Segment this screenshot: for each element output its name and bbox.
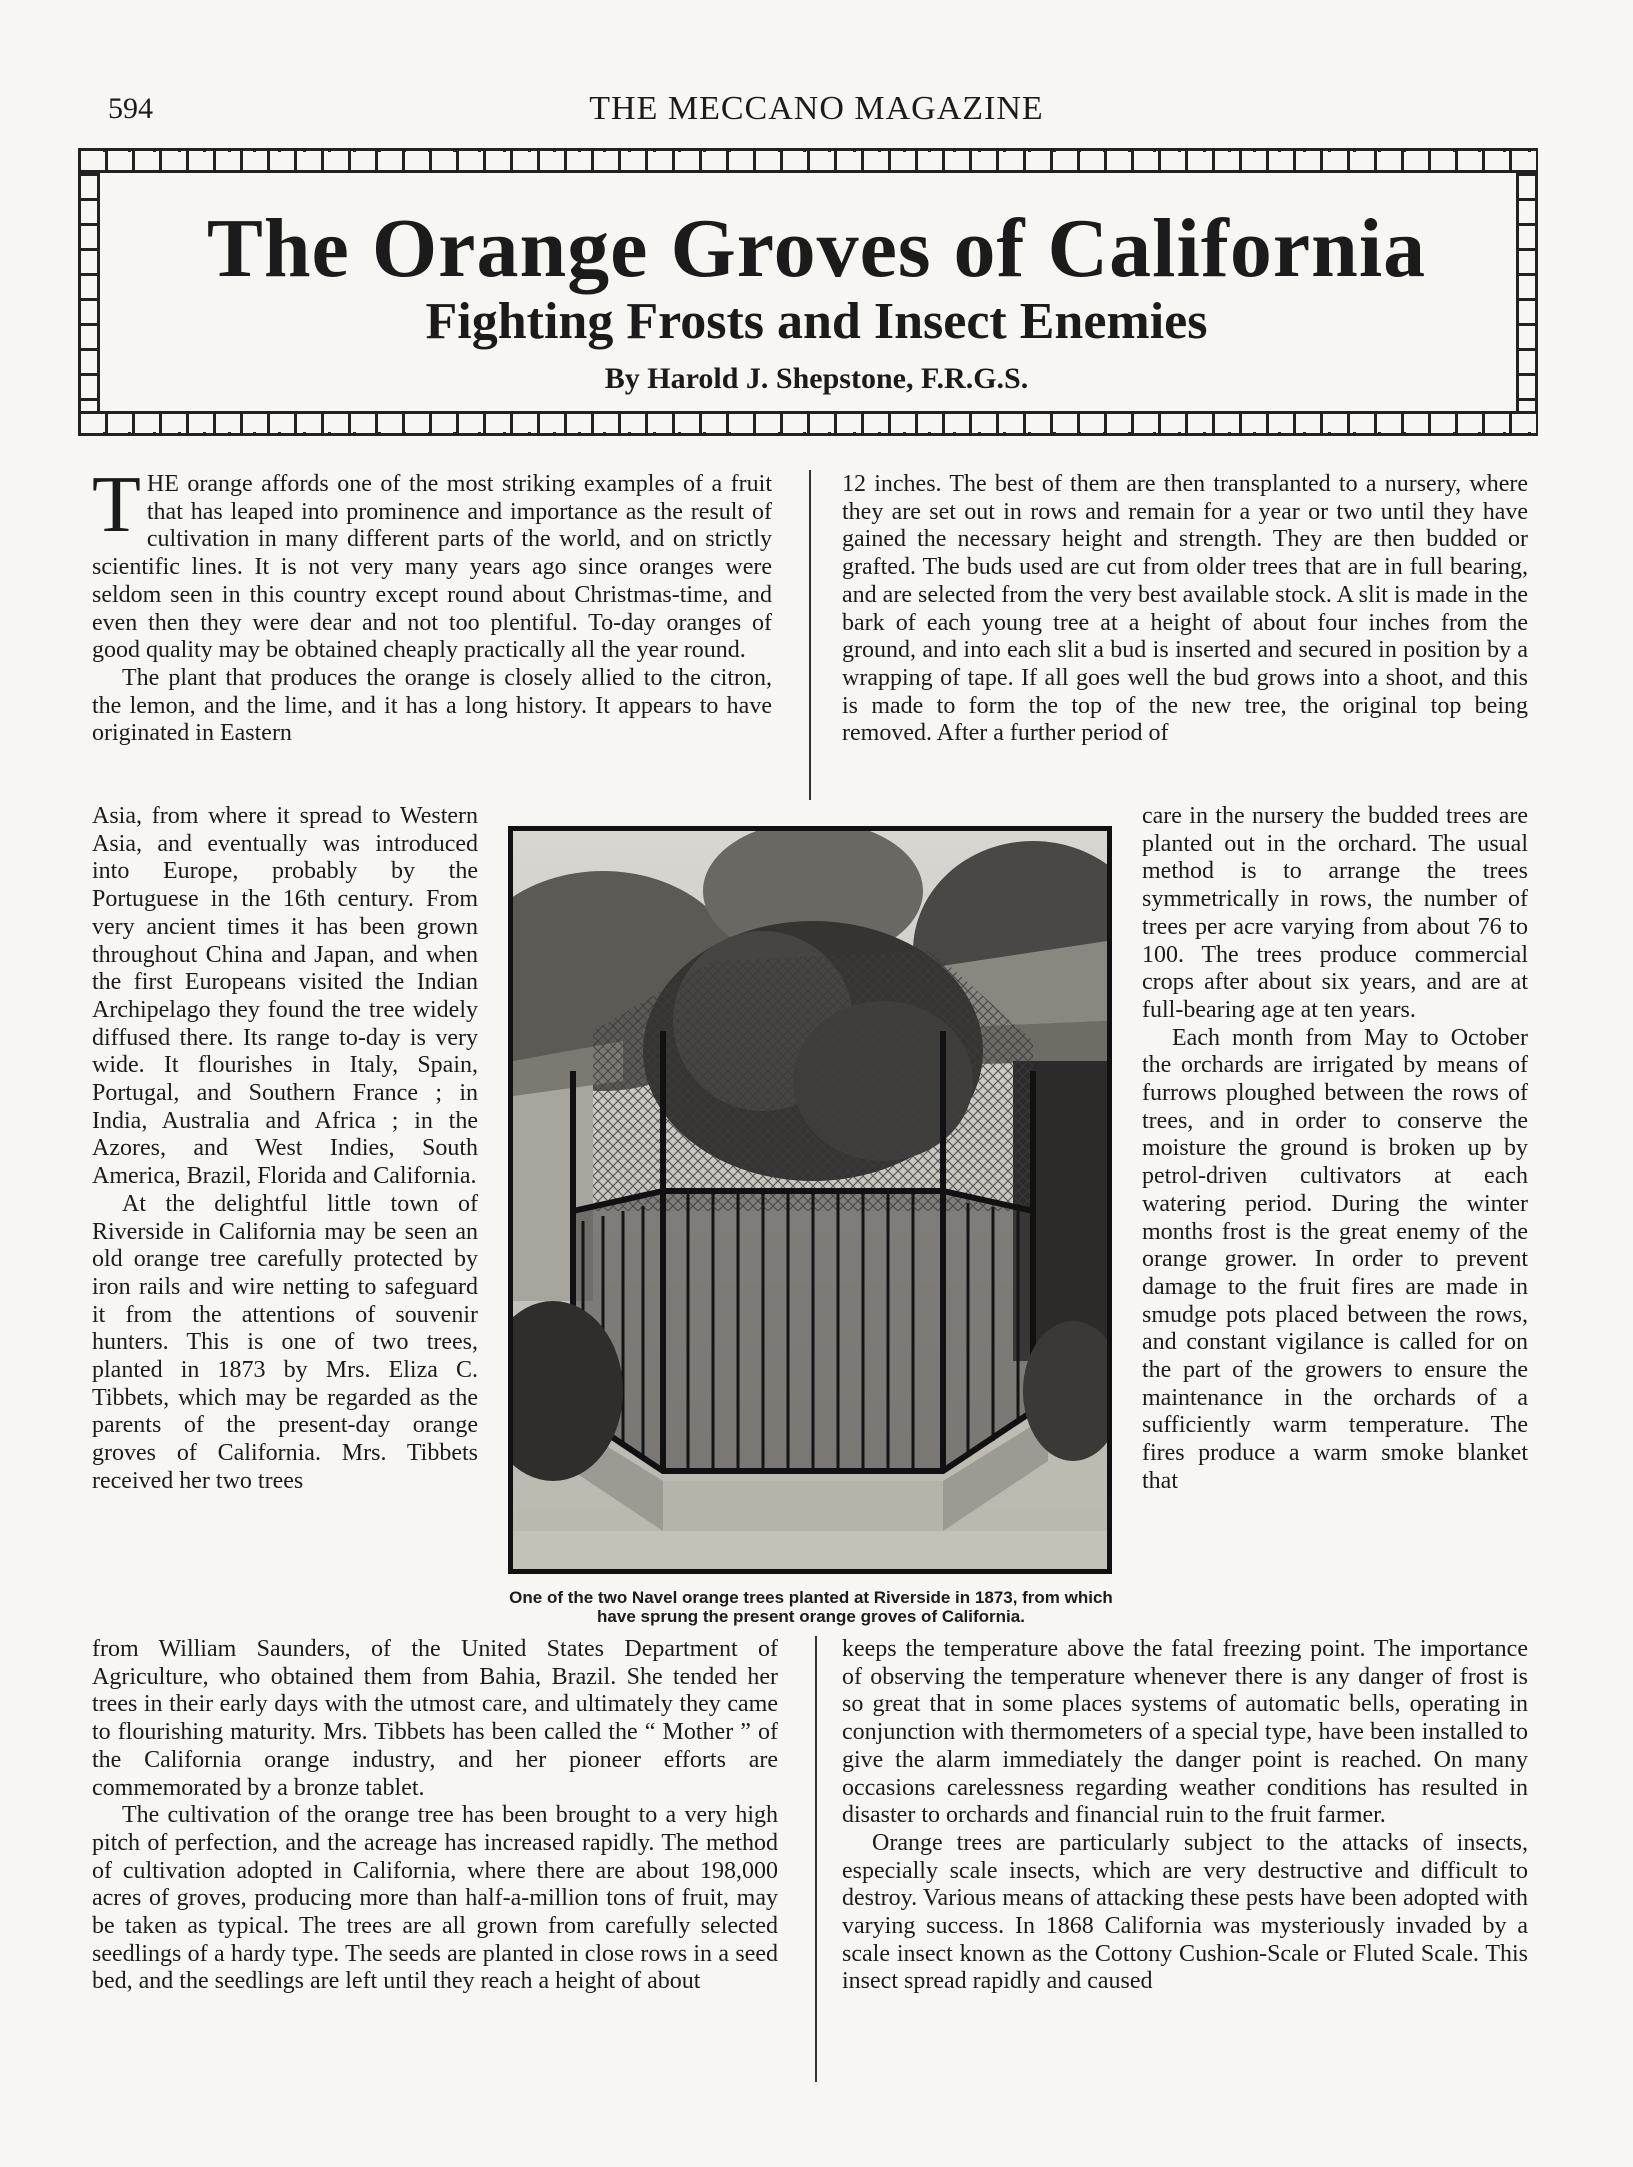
paragraph-2a: The plant that produces the orange is closely allied to the citron, the lemon, and the lime, and it has a long history. It appears to have originated in Eastern	[92, 664, 772, 747]
column-2-middle	[1142, 803, 1528, 1496]
article-subtitle: Fighting Frosts and Insect Enemies	[425, 293, 1208, 350]
column-rule-top	[809, 470, 811, 800]
column-1-middle	[92, 803, 478, 1496]
paragraph-5b: care in the nursery the budded trees are planted out in the orchard. The usual method is to arrange the trees symmetrically in rows, the number of trees per acre varying from about 76 to 100. The trees produce commercial crops after about six years, and are at full-bearing age at ten years.	[1142, 803, 1528, 1023]
photo-caption: One of the two Navel orange trees planted at Riverside in 1873, from which have sprung the present orange groves of California.	[509, 1588, 1113, 1626]
paragraph-7: Orange trees are particularly subject to the attacks of insects, especially scale insects, which are very destructive and difficult to destroy. Various means of attacking these pests have been adopted with varying success. In 1868 California was mysteriously invaded by a scale insect known as the Cottony Cushion-Scale or Fluted Scale. This insect spread rapidly and caused	[842, 1829, 1528, 1995]
paragraph-3a: At the delightful little town of Riverside in California may be seen an old orange tree carefully protected by iron rails and wire netting to safeguard it from the attentions of souvenir hunters. This is one of two trees, planted in 1873 by Mrs. Eliza C. Tibbets, which may be regarded as the parents of the present-day orange groves of California. Mrs. Tibbets received her two trees	[92, 1190, 478, 1494]
article-byline: By Harold J. Shepstone, F.R.G.S.	[604, 362, 1029, 395]
magazine-title: THE MECCANO MAGAZINE	[589, 90, 1044, 127]
paragraph-2b: Asia, from where it spread to Western Asia, and eventually was introduced into Europe, probably by the Portuguese in the 16th century. From very ancient times it has been grown throughout China and Japan, and when the first Europeans visited the Indian Archipelago they found the tree widely diffused there. Its range to-day is very wide. It flourishes in Italy, Spain, Portugal, and Southern France ; in India, Australia and Africa ; in the Azores, and West Indies, South America, Brazil, Florida and California.	[92, 803, 478, 1190]
column-2-top	[842, 471, 1528, 748]
paragraph-3b: from William Saunders, of the United States Department of Agriculture, who obtained them from Bahia, Brazil. She tended her trees in their early days with the utmost care, and ultimately they came to flourishing maturity. Mrs. Tibbets has been called the “ Mother ” of the California orange industry, and her pioneer efforts are commemorated by a bronze tablet.	[92, 1636, 778, 1801]
article-title: The Orange Groves of California	[206, 202, 1427, 295]
paragraph-6b: keeps the temperature above the fatal freezing point. The importance of observing the temperature whenever there is any danger of frost is so great that in some places systems of automatic bells, operating in conjunction with thermometers of a special type, have been installed to give the alarm immediately the danger point is reached. On many occasions carelessness regarding weather conditions has resulted in disaster to orchards and financial ruin to the fruit farmer.	[842, 1636, 1528, 1829]
paragraph-6a: Each month from May to October the orchards are irrigated by means of furrows ploughed between the rows of trees, and in order to conserve the moisture the ground is broken up by petrol-driven cultivators at each watering period. During the winter months frost is the great enemy of the orange grower. In order to prevent damage to the fruit fires are made in smudge pots placed between the rows, and constant vigilance is called for on the part of the growers to ensure the maintenance in the orchards of a sufficiently warm temperature. The fires produce a warm smoke blanket that	[1142, 1024, 1528, 1494]
column-rule-bottom	[815, 1636, 817, 2082]
column-1-top	[92, 461, 772, 748]
photo-illustration	[513, 831, 1107, 1569]
paragraph-4: The cultivation of the orange tree has been brought to a very high pitch of perfection, and the acreage has increased rapidly. The method of cultivation adopted in California, where there are about 198,000 acres of groves, producing more than half-a-million tons of fruit, may be taken as typical. The trees are all grown from carefully selected seedlings of a hardy type. The seeds are planted in close rows in a seed bed, and the seedlings are left until they reach a height of about	[92, 1802, 778, 1995]
paragraph-1: HE orange affords one of the most striking examples of a fruit that has leaped into prominence and importance as the result of cultivation in many different parts of the world, and on strictly scientific lines. It is not very many years ago since oranges were seldom seen in this country except round about Christmas-time, and even then they were dear and not too plentiful. To-day oranges of good quality may be obtained cheaply practically all the year round.	[92, 471, 772, 664]
paragraph-5a: 12 inches. The best of them are then transplanted to a nursery, where they are set out in rows and remain for a year or two until they have gained the necessary height and strength. They are then budded or grafted. The buds used are cut from older trees that are in full bearing, and are selected from the very best available stock. A slit is made in the bark of each young tree at a height of about four inches from the ground, and into each slit a bud is inserted and secured in position by a wrapping of tape. If all goes well the bud grows into a shoot, and this is made to form the top of the new tree, the original top being removed. After a further period of	[842, 471, 1528, 747]
page-number: 594	[108, 92, 153, 125]
drop-cap: T	[92, 461, 141, 549]
column-2-bottom	[842, 1636, 1528, 1996]
orange-tree-photo	[508, 826, 1112, 1574]
column-1-bottom	[92, 1636, 778, 1996]
